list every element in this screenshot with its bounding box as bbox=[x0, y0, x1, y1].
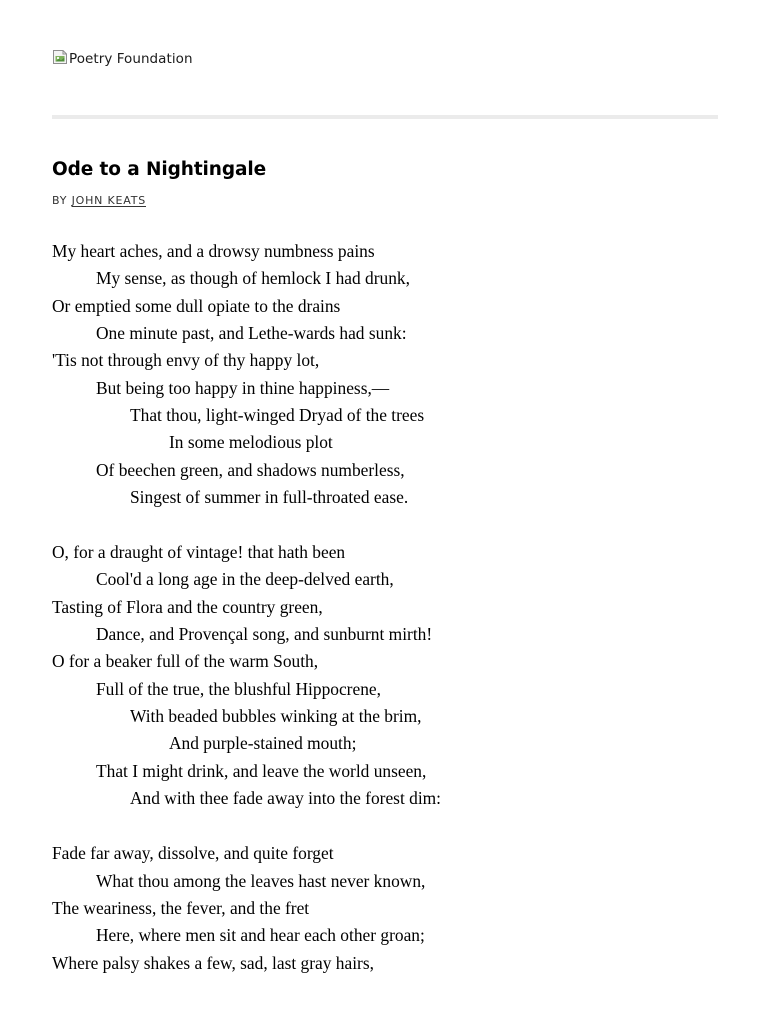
poem-line: And with thee fade away into the forest dim: bbox=[130, 788, 442, 809]
poem-line: In some melodious plot bbox=[169, 432, 333, 453]
poem-line: O for a beaker full of the warm South, bbox=[52, 651, 319, 672]
site-logo[interactable] bbox=[52, 48, 193, 70]
stanza-break bbox=[52, 511, 718, 539]
poem-line: Full of the true, the blushful Hippocrene, bbox=[96, 678, 381, 699]
poem-line: My heart aches, and a drowsy numbness pains bbox=[52, 241, 375, 261]
logo-alt-text: Poetry Foundation bbox=[69, 51, 193, 67]
poem-line: Or emptied some dull opiate to the drains bbox=[52, 295, 341, 316]
stanza-1 bbox=[52, 238, 718, 511]
poem-line: Fade far away, dissolve, and quite forget bbox=[52, 843, 334, 864]
poem-line: That I might drink, and leave the world unseen, bbox=[96, 760, 427, 781]
poem-line: 'Tis not through envy of thy happy lot, bbox=[52, 350, 320, 371]
stanza-2 bbox=[52, 539, 718, 812]
byline-prefix: BY bbox=[52, 194, 68, 207]
author-link[interactable]: JOHN KEATS bbox=[71, 194, 146, 207]
poem-line: Of beechen green, and shadows numberless, bbox=[96, 459, 405, 480]
byline bbox=[52, 194, 146, 207]
poem-line: With beaded bubbles winking at the brim, bbox=[130, 706, 422, 727]
poem-body bbox=[52, 238, 718, 977]
poem-line: What thou among the leaves hast never known, bbox=[96, 870, 426, 891]
poem-line: And purple-stained mouth; bbox=[169, 733, 357, 754]
header-divider bbox=[52, 115, 718, 119]
poem-line: But being too happy in thine happiness,— bbox=[96, 377, 390, 398]
poem-line: That thou, light-winged Dryad of the trees bbox=[130, 405, 425, 426]
poem-line: One minute past, and Lethe-wards had sunk: bbox=[96, 323, 407, 344]
poem-line: Cool'd a long age in the deep-delved earth, bbox=[96, 569, 394, 590]
poem-line: Tasting of Flora and the country green, bbox=[52, 596, 323, 617]
poem-line: My sense, as though of hemlock I had drunk, bbox=[96, 268, 410, 289]
poem-line: Dance, and Provençal song, and sunburnt mirth! bbox=[96, 624, 433, 645]
poem-title: Ode to a Nightingale bbox=[52, 159, 267, 180]
poem-line: The weariness, the fever, and the fret bbox=[52, 897, 310, 918]
poem-line: Here, where men sit and hear each other groan; bbox=[96, 925, 425, 946]
poem-line: Singest of summer in full-throated ease. bbox=[130, 487, 409, 508]
poem-line: O, for a draught of vintage! that hath been bbox=[52, 542, 346, 563]
broken-image-icon bbox=[52, 49, 68, 65]
stanza-3 bbox=[52, 840, 718, 977]
poem-line: Where palsy shakes a few, sad, last gray hairs, bbox=[52, 952, 374, 973]
stanza-break bbox=[52, 813, 718, 841]
